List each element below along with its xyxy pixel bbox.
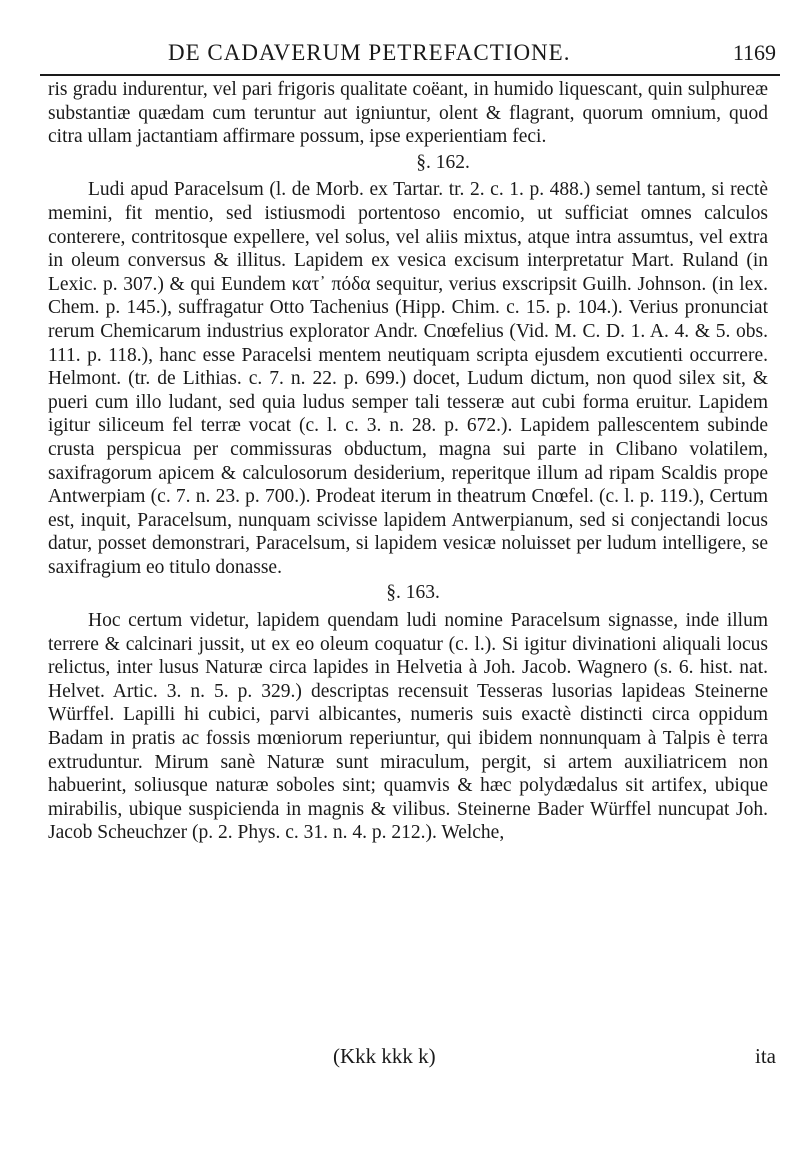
signature-mark: (Kkk kkk k) (333, 1044, 436, 1068)
header-rule (40, 74, 780, 76)
catchword: ita (755, 1044, 776, 1068)
paragraph-162: Ludi apud Paracelsum (l. de Morb. ex Tartar. tr. 2. c. 1. p. 488.) semel tantum, si rectè memini, fit mentio, sed istiusmodi portentoso encomio, ut sufficiat omnes calculos conterere, contritosque expellere, vel solus, vel aliis mixtus, atque intra assumtus, vel extra in oleum conversus & illitus. Lapidem ex vesica excisum interpretatur Mart. Ruland (in Lexic. p. 307.) & qui Eundem κατ᾽ πόδα sequitur, verius exscripsit Guilh. Johnson. (in lex. Chem. p. 145.), suffragatur Otto Tachenius (Hipp. Chim. c. 15. p. 104.). Verius pronunciat rerum Chemicarum industrius explorator Andr. Cnœfelius (Vid. M. C. D. 1. A. 4. & 5. obs. 111. p. 118.), hanc esse Paracelsi mentem neutiquam scripta ejusdem excutienti occurrere. Helmont. (tr. de Lithias. c. 7. n. 22. p. 699.) docet, Ludum dictum, non quod silex sit, & pueri cum illo ludant, sed quia ludus semper tali tesseræ aut cubi forma eruitur. Lapidem igitur siliceum fel terræ vocat (c. l. c. 3. n. 28. p. 672.). Lapidem pallescentem subinde crusta perspicua per commissuras obductum, magna sui parte in Clibano volatilem, saxifragorum apicem & calculosorum desiderium, reperitque illum ad ripam Scaldis prope Antwerpiam (c. 7. n. 23. p. 700.). Prodeat iterum in theatrum Cnœfel. (c. l. p. 119.), Certum est, inquit, Paracelsum, nunquam scivisse lapidem Antwerpianum, sed si conjectandi locus datur, posset demonstrari, Paracelsum, si lapidem vesicæ noluisset per ludum intelligere, se saxifragium eo titulo donasse. (48, 179, 768, 578)
paragraph-continuation: ris gradu indurentur, vel pari frigoris qualitate coëant, in humido liquescant, quin sulphureæ substantiæ quædam cum teruntur aut igniuntur, olent & flagrant, quorum omnium, quod citra ullam jactantiam affirmare possum, ipse experientiam feci. (48, 79, 768, 148)
paragraph-163: Hoc certum videtur, lapidem quendam ludi nomine Paracelsum signasse, inde illum terrere & calcinari jussit, ut ex eo oleum coquatur (c. l.). Si igitur divinationi aliquali locus relictus, inter lusus Naturæ circa lapides in Helvetia à Joh. Jacob. Wagnero (s. 6. hist. nat. Helvet. Artic. 3. n. 5. p. 329.) descriptas recensuit Tesseras lusorias lapideas Steinerne Würffel. Lapilli hi cubici, parvi albicantes, numeris suis exactè distincti circa oppidum Badam in pratis ac fossis mœniorum reperiuntur, qui ibidem nonnunquam à Talpis è terra extruduntur. Mirum sanè Naturæ sunt miraculum, pergit, si artem auxiliatricem non habuerint, soliusque naturæ soboles sint; quamvis & hæc polydædalus sit artifex, ubique mirabilis, ubique suspicienda in magnis & vilibus. Steinerne Bader Würffel nuncupat Joh. Jacob Scheuchzer (p. 2. Phys. c. 31. n. 4. p. 212.). Welche, (48, 610, 768, 844)
body-text (48, 78, 768, 845)
running-head: DE CADAVERUM PETREFACTIONE. (168, 40, 571, 65)
section-heading-163: §. 163. (386, 582, 440, 604)
page-footer (48, 1044, 780, 1070)
page-number: 1169 (732, 40, 776, 65)
section-heading-162: §. 162. (416, 151, 470, 173)
